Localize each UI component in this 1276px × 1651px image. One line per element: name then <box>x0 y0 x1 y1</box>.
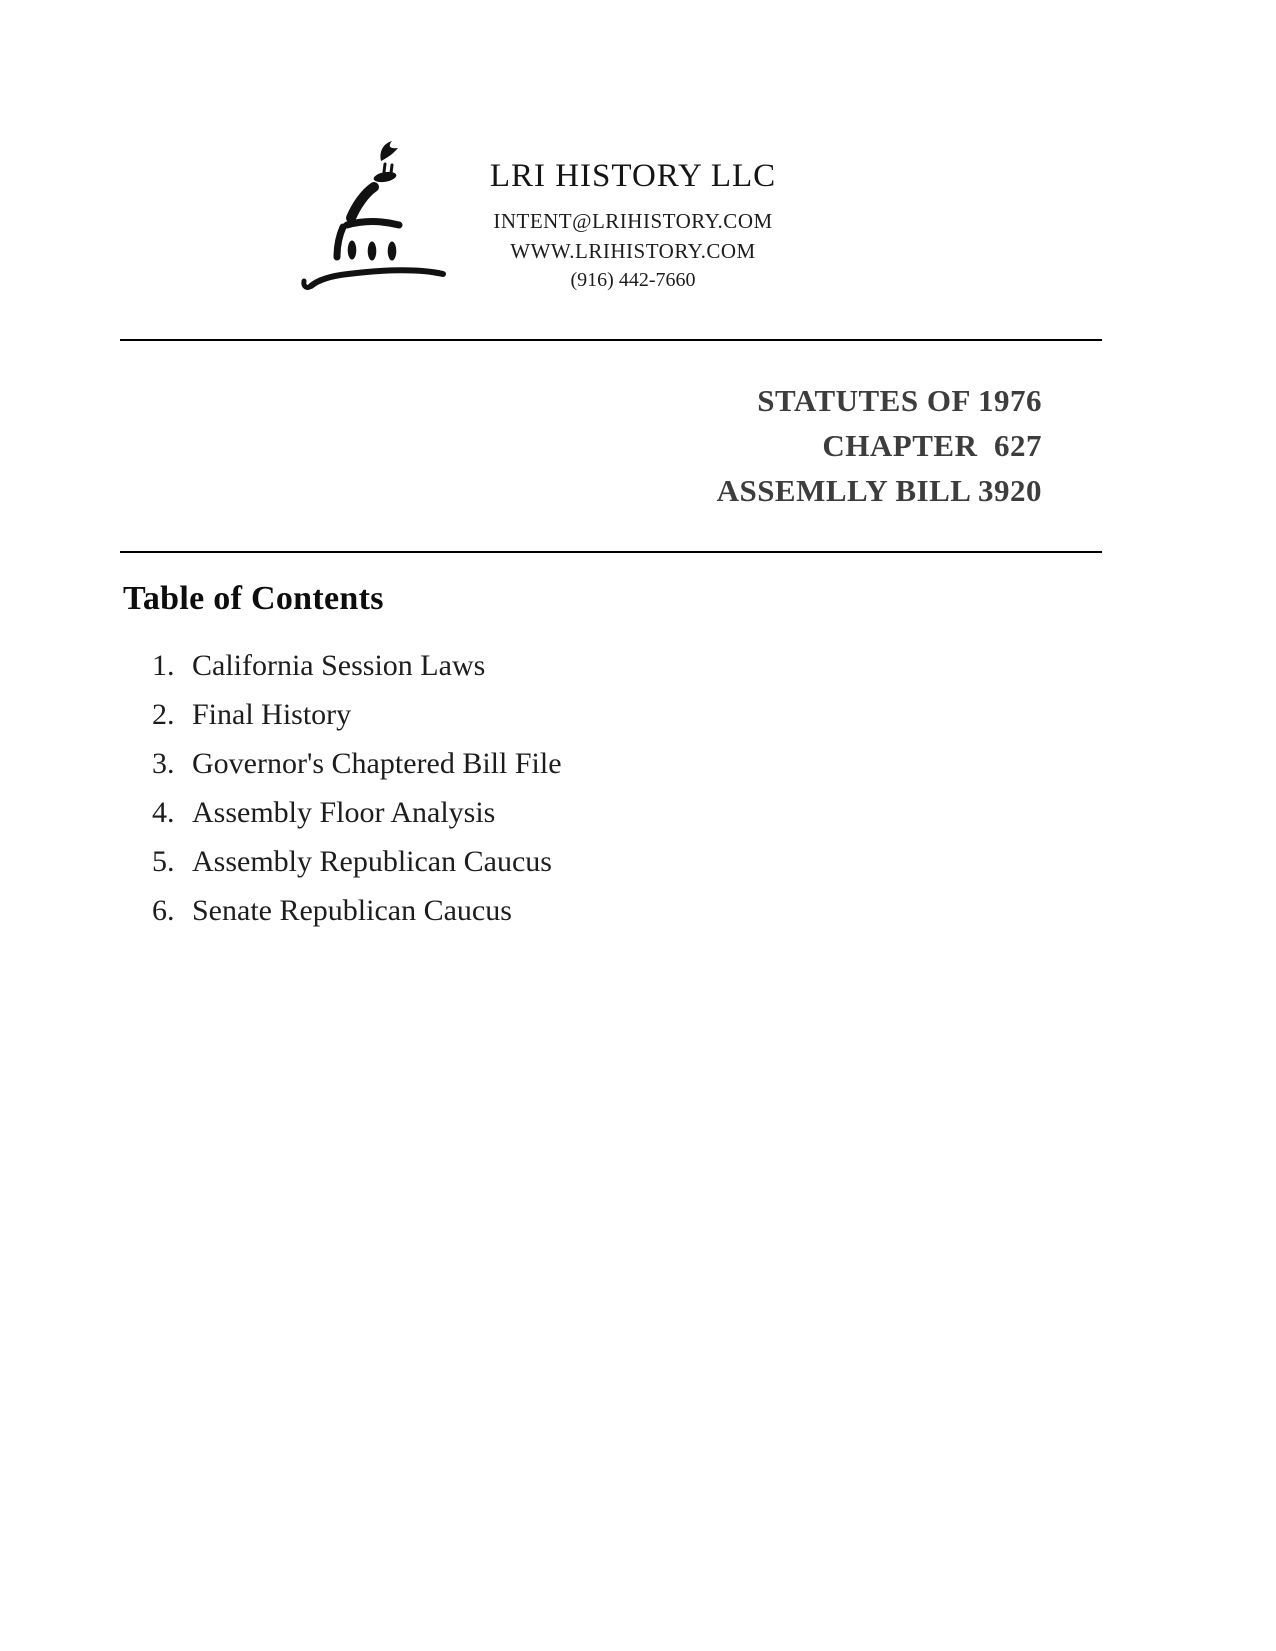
toc-item-number: 5. <box>152 845 175 878</box>
toc-item-label: Senate Republican Caucus <box>192 894 512 927</box>
toc-item <box>152 650 562 681</box>
capitol-dome-logo-icon <box>295 130 450 300</box>
company-email: INTENT@LRIHISTORY.COM <box>493 209 773 233</box>
toc-item-number: 4. <box>152 796 175 829</box>
company-phone: (916) 442-7660 <box>570 269 696 291</box>
toc-item <box>152 797 562 828</box>
toc-item <box>152 895 562 926</box>
letterhead <box>443 0 823 310</box>
toc-list <box>152 650 562 944</box>
toc-item-number: 2. <box>152 698 175 731</box>
toc-item-number: 6. <box>152 894 175 927</box>
toc-item-number: 3. <box>152 747 175 780</box>
horizontal-rule-bottom <box>120 551 1102 553</box>
company-website: WWW.LRIHISTORY.COM <box>510 239 756 263</box>
toc-item-number: 1. <box>152 649 175 682</box>
toc-item <box>152 846 562 877</box>
toc-item <box>152 748 562 779</box>
toc-item-label: Assembly Floor Analysis <box>192 796 496 829</box>
toc-item-label: Final History <box>192 698 352 731</box>
toc-item <box>152 699 562 730</box>
bill-title-block <box>717 378 1042 513</box>
chapter-line: CHAPTER 627 <box>822 428 1042 463</box>
toc-item-label: Governor's Chaptered Bill File <box>192 747 562 780</box>
assembly-bill-line: ASSEMLLY BILL 3920 <box>716 473 1042 508</box>
toc-heading: Table of Contents <box>123 580 384 617</box>
statutes-line: STATUTES OF 1976 <box>757 383 1042 418</box>
company-name: LRI HISTORY LLC <box>489 158 777 194</box>
horizontal-rule-top <box>120 339 1102 341</box>
toc-item-label: California Session Laws <box>192 649 486 682</box>
toc-item-label: Assembly Republican Caucus <box>192 845 552 878</box>
